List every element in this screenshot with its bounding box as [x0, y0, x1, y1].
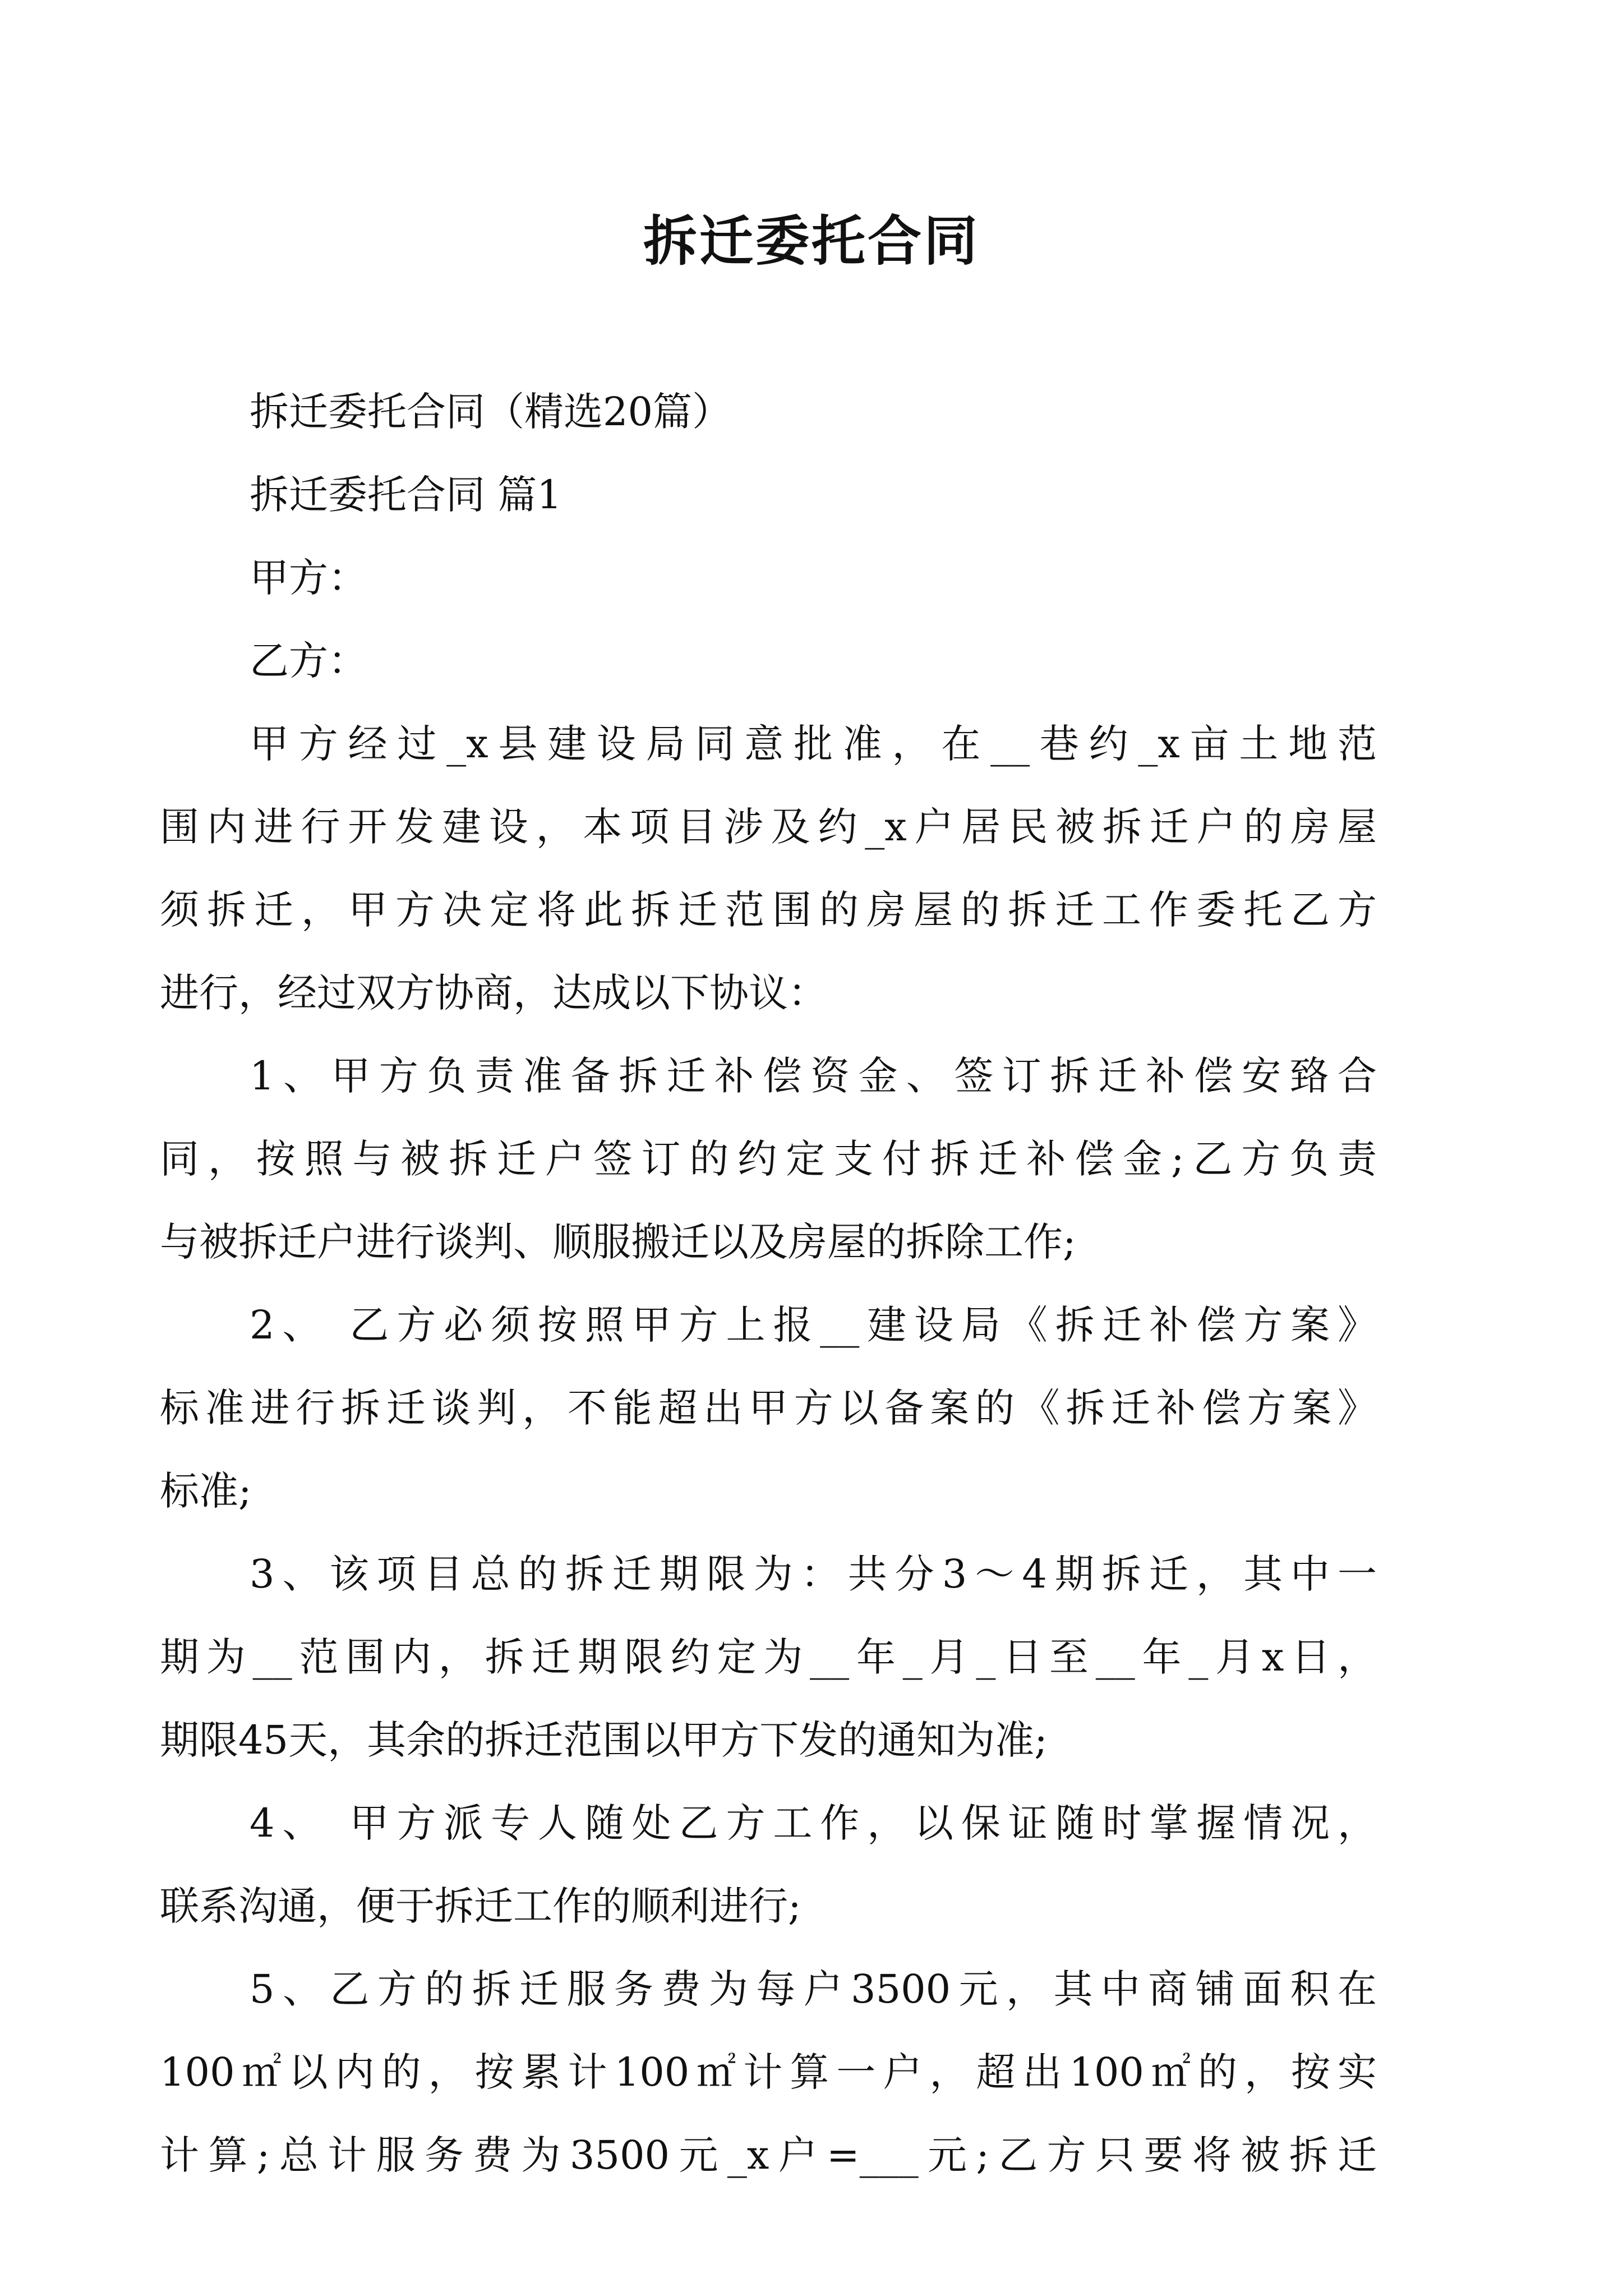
clause-line: 期为__范围内，拆迁期限约定为__年_月_日至__年_月x日， — [160, 1634, 1377, 1680]
clause-line: 计算;总计服务费为3500元_x户=___元;乙方只要将被拆迁 — [160, 2132, 1377, 2178]
clause-line: 3、该项目总的拆迁期限为：共分3～4期拆迁，其中一 — [250, 1551, 1377, 1597]
document-body — [160, 370, 1377, 2197]
section-heading: 拆迁委托合同 篇1 — [250, 472, 562, 518]
paragraph-line: 甲方经过_x县建设局同意批准，在__巷约_x亩土地范 — [250, 721, 1377, 767]
clause-line: 期限45天，其余的拆迁范围以甲方下发的通知为准; — [160, 1717, 1048, 1763]
clause-line: 标准进行拆迁谈判，不能超出甲方以备案的《拆迁补偿方案》 — [160, 1385, 1377, 1431]
clause-line: 2、 乙方必须按照甲方上报__建设局《拆迁补偿方案》 — [250, 1302, 1377, 1348]
clause-line: 标准; — [160, 1468, 252, 1514]
clause-line: 1、甲方负责准备拆迁补偿资金、签订拆迁补偿安臵合 — [250, 1053, 1377, 1099]
party-b-label: 乙方： — [250, 638, 367, 684]
paragraph-line: 进行，经过双方协商，达成以下协议： — [160, 970, 827, 1016]
party-a-label: 甲方： — [250, 555, 367, 601]
document-title: 拆迁委托合同 — [643, 209, 980, 273]
clause-line: 与被拆迁户进行谈判、顺服搬迁以及房屋的拆除工作; — [160, 1219, 1076, 1265]
paragraph-line: 围内进行开发建设，本项目涉及约_x户居民被拆迁户的房屋 — [160, 804, 1377, 850]
clause-line: 同，按照与被拆迁户签订的约定支付拆迁补偿金;乙方负责 — [160, 1136, 1377, 1182]
subtitle-line: 拆迁委托合同（精选20篇） — [250, 389, 732, 435]
clause-line: 联系沟通，便于拆迁工作的顺利进行; — [160, 1883, 801, 1929]
clause-line: 5、乙方的拆迁服务费为每户3500元，其中商铺面积在 — [250, 1966, 1377, 2012]
clause-line: 4、 甲方派专人随处乙方工作，以保证随时掌握情况， — [250, 1800, 1377, 1846]
clause-line: 100㎡以内的，按累计100㎡计算一户，超出100㎡的，按实 — [160, 2049, 1377, 2095]
paragraph-line: 须拆迁，甲方决定将此拆迁范围的房屋的拆迁工作委托乙方 — [160, 887, 1377, 933]
